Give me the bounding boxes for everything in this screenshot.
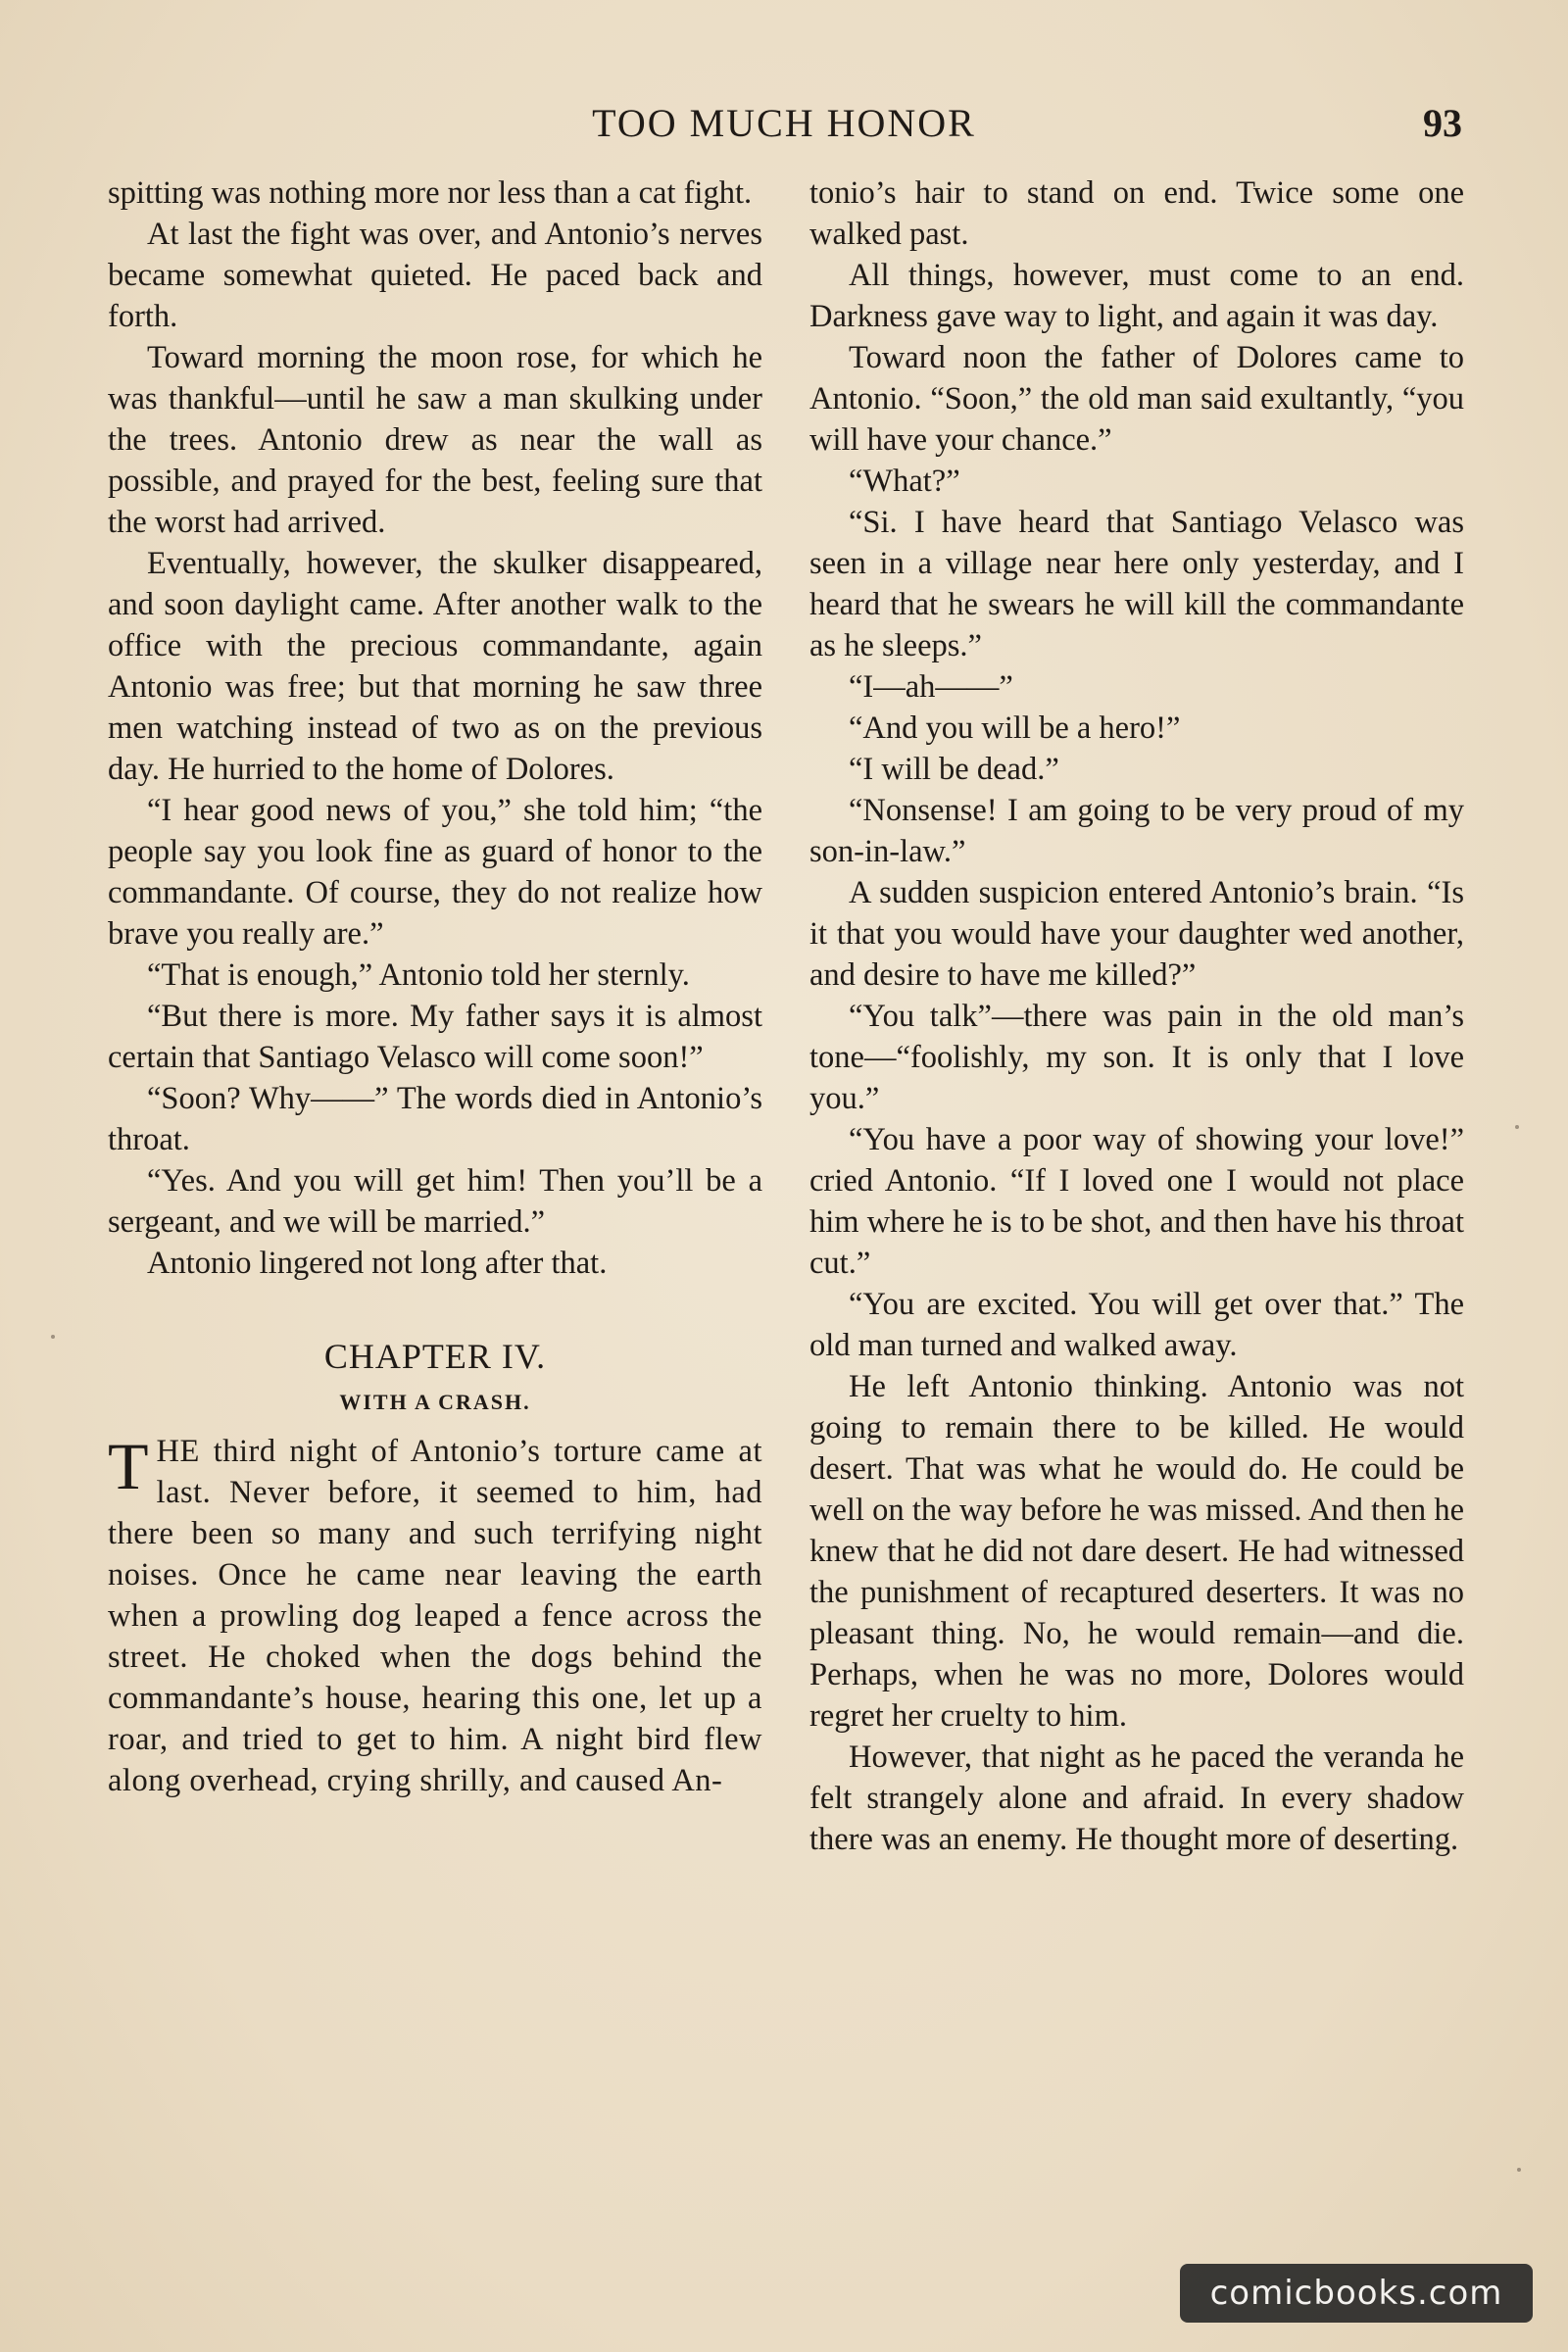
watermark-logo: comicbooks.com bbox=[1180, 2264, 1533, 2323]
paragraph: Toward morning the moon rose, for which he was thankful—until he saw a man skulking under the trees. Antonio drew as near the wall as possible, and prayed for the best, feeling sure that the worst had arrived. bbox=[108, 340, 762, 540]
paragraph: “That is enough,” Antonio told her sternly. bbox=[147, 957, 690, 993]
paragraph: All things, however, must come to an end. Darkness gave way to light, and again it was day. bbox=[809, 258, 1464, 334]
paragraph: “But there is more. My father says it is almost certain that Santiago Velasco will come soon!” bbox=[108, 999, 762, 1075]
running-title: TOO MUCH HONOR bbox=[592, 101, 976, 145]
chapter-heading: CHAPTER IV. bbox=[323, 1337, 547, 1376]
paragraph: tonio’s hair to stand on end. Twice some one walked past. bbox=[809, 175, 1464, 252]
paragraph: “You are excited. You will get over that.” The old man turned and walked away. bbox=[809, 1287, 1464, 1363]
paragraph: “I will be dead.” bbox=[849, 752, 1059, 787]
paragraph: “I—ah——” bbox=[849, 669, 1013, 705]
paper-speck bbox=[1517, 2168, 1521, 2172]
paragraph: Antonio lingered not long after that. bbox=[147, 1246, 608, 1281]
paragraph: Eventually, however, the skulker disappeared, and soon daylight came. After another walk to the office with the precious commandante, again Antonio was free; but that morning he saw three men watching instead of two as on the previous day. He hurried to the home of Dolores. bbox=[108, 546, 762, 787]
chapter-subtitle: WITH A CRASH. bbox=[339, 1390, 531, 1414]
paragraph: “You have a poor way of showing your love!” cried Antonio. “If I loved one I would not place him where he is to be shot, and then have his throat cut.” bbox=[809, 1122, 1464, 1281]
paragraph: spitting was nothing more nor less than a cat fight. bbox=[108, 175, 753, 211]
paper-speck bbox=[51, 1335, 55, 1339]
paragraph: Toward noon the father of Dolores came to Antonio. “Soon,” the old man said exultantly, “you will have your chance.” bbox=[809, 340, 1464, 458]
paragraph: “Si. I have heard that Santiago Velasco was seen in a village near here only yesterday, and I heard that he swears he will kill the commandante as he sleeps.” bbox=[809, 505, 1464, 663]
right-column bbox=[809, 172, 1464, 1860]
paragraph: “Soon? Why——” The words died in Antonio’s throat. bbox=[108, 1081, 762, 1157]
paper-speck bbox=[1515, 1125, 1519, 1129]
paragraph: “I hear good news of you,” she told him; “the people say you look fine as guard of honor to the commandante. Of course, they do not realize how brave you really are.” bbox=[108, 793, 762, 952]
paragraph: “You talk”—there was pain in the old man’s tone—“foolishly, my son. It is only that I love you.” bbox=[809, 999, 1464, 1116]
left-column bbox=[108, 172, 762, 1801]
chapter-opening-text: HE third night of Antonio’s torture came at last. Never before, it seemed to him, had there been so many and such terrifying night noises. Once he came near leaving the earth when a prowling dog leaped a fence across the street. He choked when the dogs behind the commandante’s house, hearing this one, let up a roar, and tried to get to him. A night bird flew along overhead, crying shrilly, and caused An- bbox=[108, 1434, 762, 1798]
paragraph: “And you will be a hero!” bbox=[849, 710, 1181, 746]
paragraph: “Yes. And you will get him! Then you’ll be a sergeant, and we will be married.” bbox=[108, 1163, 762, 1240]
page-number: 93 bbox=[1423, 101, 1462, 145]
paragraph: At last the fight was over, and Antonio’s nerves became somewhat quieted. He paced back and forth. bbox=[108, 217, 762, 334]
chapter-opening-paragraph bbox=[108, 1431, 762, 1801]
paragraph: He left Antonio thinking. Antonio was not going to remain there to be killed. He would desert. That was what he would do. He could be well on the way before he was missed. And then he knew that he did not dare desert. He had witnessed the punishment of recaptured deserters. It was no pleasant thing. No, he would remain—and die. Perhaps, when he was no more, Dolores would regret her cruelty to him. bbox=[809, 1369, 1464, 1734]
drop-cap: T bbox=[108, 1429, 149, 1503]
running-header bbox=[0, 94, 1568, 153]
paragraph: “What?” bbox=[849, 464, 960, 499]
paragraph: A sudden suspicion entered Antonio’s brain. “Is it that you would have your daughter wed another, and desire to have me killed?” bbox=[809, 875, 1464, 993]
paragraph: “Nonsense! I am going to be very proud of my son-in-law.” bbox=[809, 793, 1464, 869]
paragraph: However, that night as he paced the veranda he felt strangely alone and afraid. In every shadow there was an enemy. He thought more of deserting. bbox=[809, 1740, 1464, 1857]
